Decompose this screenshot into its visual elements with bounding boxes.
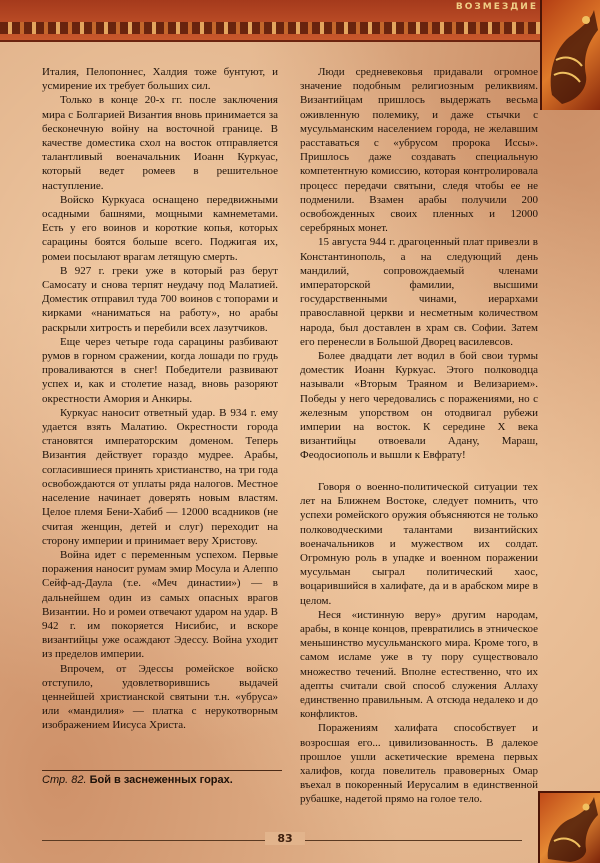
paragraph: Война идет с переменным успехом. Первые поражения наносит румам эмир Мосула и Алеппо Сейф-ад-Даула (т.е. «Меч династии») — в дальнейшем один из самых опасных врагов Византии. Но и ромеи отвечают ударом на удар. В 942 г. им покоряется Нисибис, и вскоре византийцы уже осаждают Эдессу. Война уходит из пределов империи. [42, 548, 278, 661]
paragraph: В 927 г. греки уже в который раз берут Самосату и снова терпят неудачу под Малатией. Доместик отправил туда 700 воинов с топорами и кирками «наниматься на работу», но арабы раскрыли хитрость и перебили всех лазутчиков. [42, 264, 278, 334]
paragraph: Еще через четыре года сарацины разбивают румов в горном сражении, когда лошади по грудь проваливаются в снег! Победители развивают успех и, как и столетие назад, вновь разоряют окрестности Амория и Анкиры. [42, 335, 278, 405]
paragraph: 15 августа 944 г. драгоценный плат привезли в Константинополь, а на следующий день мандилий, сопровождаемый членами императорской фамилии, высшими государственными чинами, иерархами православной церкви и несметным количеством народа, был доставлен в храм св. Софии. Затем его перенесли в Большой Дворец василевсов. [300, 236, 538, 348]
paragraph: Впрочем, от Эдессы ромейское войско отступило, удовлетворившись выдачей ценнейшей христианской святыни т.н. «убруса» или «мандилия» — платка с нерукотворным изображением Иисуса Христа. [42, 662, 278, 732]
right-column-bottom [300, 480, 538, 807]
caption-text: Бой в заснеженных горах. [89, 774, 233, 786]
griffin-illustration-bottom [538, 791, 600, 863]
ornament-strip [0, 22, 540, 34]
paragraph: Более двадцати лет водил в бой свои турмы доместик Иоанн Куркуас. Этого полководца называли «Вторым Траяном и Велизарием». Победы у него чередовались с поражениями, но с железным упорством он отодвигал рубежи империи на восток. К середине X века византийцы отвоевали Адану, Мараш, Феодосиополь и вышли к Евфрату! [300, 350, 538, 462]
paragraph: Италия, Пелопоннес, Халдия тоже бунтуют, и усмирение их требует больших сил. [42, 66, 278, 93]
image-caption [42, 770, 282, 786]
paragraph: Куркуас наносит ответный удар. В 934 г. ему удается взять Малатию. Окрестности города становятся императорским доменом. Теперь Византия действует гораздо мудрее. Арабы, согласившиеся принять христианство, на три года освобождаются от уплаты ряда налогов. Местное население начинает доверять новым властям. Целое племя Бени-Хабиб — 12000 всадников (не считая женщин, детей и слуг) переходит на сторону империи и принимает веру Христову. [42, 406, 278, 547]
paragraph: Говоря о военно-политической ситуации тех лет на Ближнем Востоке, следует помнить, что успехи ромейского оружия объясняются не только полководческими талантами византийских военачальников и мужеством их солдат. Огромную роль в упадке и военном поражении мусульман сыграл политический хаос, воцарившийся в халифате, да и в арабском мире в целом. [300, 481, 538, 607]
left-column [42, 65, 278, 733]
griffin-illustration-top [540, 0, 600, 110]
paragraph: Войско Куркуаса оснащено передвижными осадными башнями, мощными камнеметами. Есть у его воинов и короткие копья, которых сарацины боятся больше всего. Поджигая их, ромеи посылают врагам летящую смерть. [42, 193, 278, 263]
paragraph: Только в конце 20-х гг. после заключения мира с Болгарией Византия вновь принимается за бесконечную войну на восточной границе. В качестве доместика схол на восток отправляется талантливый военачальник Иоанн Куркуас, который ведет ромеев в решительное наступление. [42, 94, 278, 192]
paragraph: Поражениям халифата способствует и возросшая его... цивилизованность. В далекое прошлое ушли аскетические времена первых халифов, когда повелитель правоверных Омар въехал в покоренный Иерусалим в единственной рубашке, надетой прямо на голое тело. [300, 722, 538, 806]
caption-page-ref: Стр. 82. [42, 774, 87, 786]
right-column-top [300, 65, 538, 463]
paragraph: Люди средневековья придавали огромное значение подобным религиозным реликвиям. Византийцам пришлось выдержать весьма оживленную полемику, и даже стычки с мусульманским населением города, не желавшим расставаться с «убрусом пророка Иссы». Пришлось даже создавать специальную компетентную комиссию, которая контролировала процесс передачи святыни, следя чтобы ее не подменили. Взамен арабы получили 200 освобожденных своих пленных и 12000 серебряных монет. [300, 66, 538, 235]
top-decorative-band [0, 0, 600, 42]
page-number: 83 [265, 832, 305, 845]
paragraph: Неся «истинную веру» другим народам, арабы, в конце концов, превратились в этническое меньшинство мусульманского мира. Кроме того, в самом исламе уже в ту пору существовало множество течений. Вполне естественно, что их адепты считали свой способ служения Аллаху единственно правильным. А отсюда недалеко и до конфликтов. [300, 608, 538, 721]
section-title: ВОЗМЕЗДИЕ [455, 2, 538, 12]
